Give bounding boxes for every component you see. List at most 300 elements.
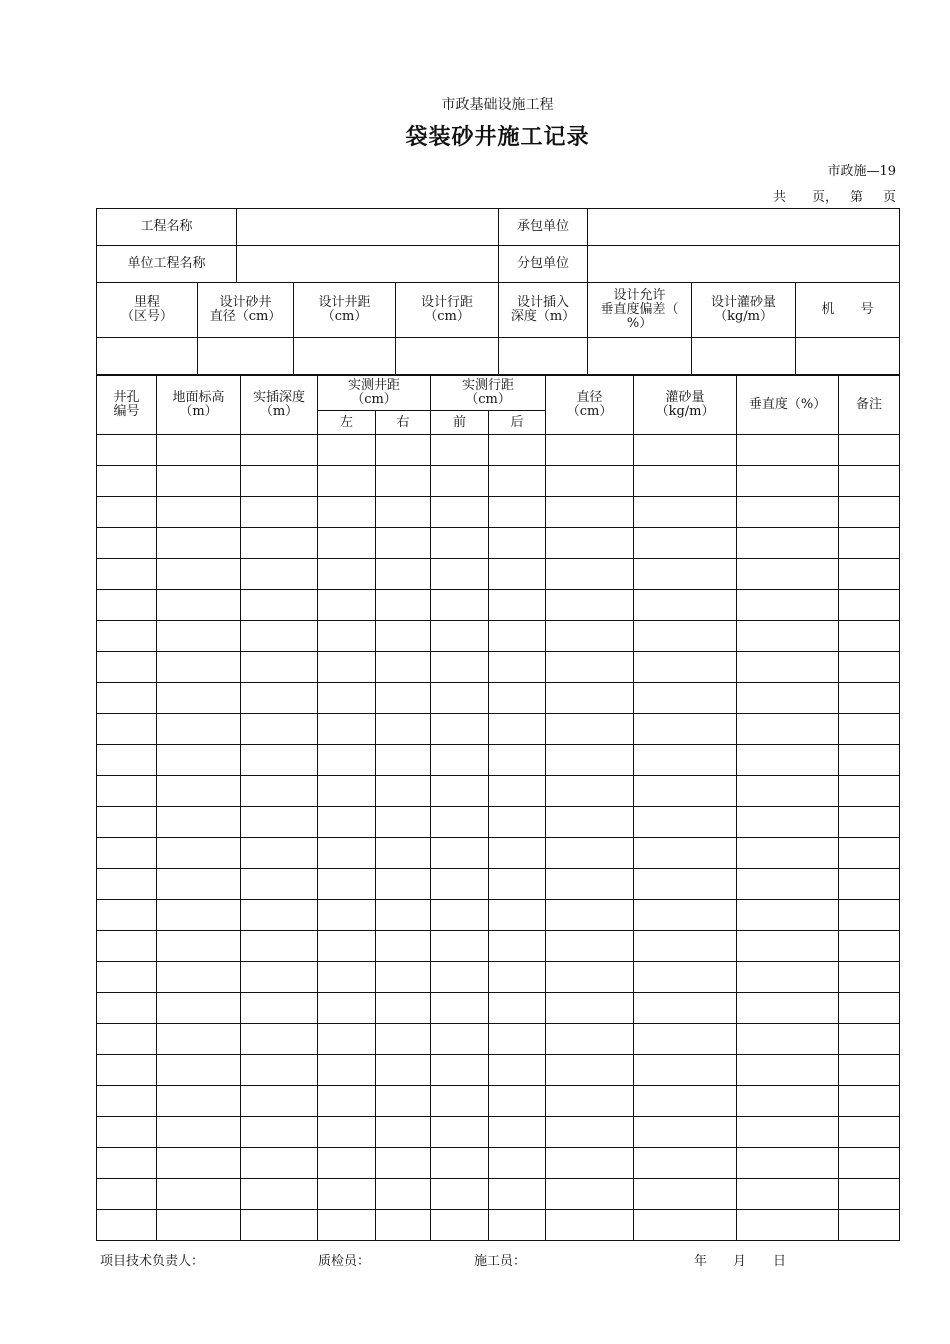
table-cell[interactable] <box>737 1086 839 1117</box>
table-cell[interactable] <box>376 466 431 497</box>
table-cell[interactable] <box>431 559 489 590</box>
table-cell[interactable] <box>241 869 318 900</box>
design-mileage-field[interactable] <box>97 338 198 375</box>
table-cell[interactable] <box>546 900 634 931</box>
table-cell[interactable] <box>546 993 634 1024</box>
table-cell[interactable] <box>376 1210 431 1241</box>
table-cell[interactable] <box>376 931 431 962</box>
table-cell[interactable] <box>157 869 241 900</box>
table-cell[interactable] <box>376 590 431 621</box>
table-cell[interactable] <box>737 807 839 838</box>
table-cell[interactable] <box>737 559 839 590</box>
table-cell[interactable] <box>241 466 318 497</box>
table-cell[interactable] <box>489 931 546 962</box>
table-cell[interactable] <box>737 1117 839 1148</box>
table-cell[interactable] <box>97 1086 157 1117</box>
table-cell[interactable] <box>489 435 546 466</box>
table-cell[interactable] <box>431 466 489 497</box>
table-cell[interactable] <box>241 807 318 838</box>
table-cell[interactable] <box>97 931 157 962</box>
table-cell[interactable] <box>431 931 489 962</box>
table-cell[interactable] <box>318 869 376 900</box>
table-cell[interactable] <box>157 590 241 621</box>
table-cell[interactable] <box>376 962 431 993</box>
table-cell[interactable] <box>157 652 241 683</box>
table-cell[interactable] <box>318 621 376 652</box>
table-cell[interactable] <box>634 900 737 931</box>
table-cell[interactable] <box>634 621 737 652</box>
table-cell[interactable] <box>546 621 634 652</box>
table-cell[interactable] <box>737 776 839 807</box>
table-cell[interactable] <box>489 838 546 869</box>
table-cell[interactable] <box>737 962 839 993</box>
table-cell[interactable] <box>489 1148 546 1179</box>
table-cell[interactable] <box>318 838 376 869</box>
table-cell[interactable] <box>634 1117 737 1148</box>
table-cell[interactable] <box>376 652 431 683</box>
table-cell[interactable] <box>157 931 241 962</box>
table-cell[interactable] <box>546 559 634 590</box>
table-cell[interactable] <box>157 528 241 559</box>
table-cell[interactable] <box>318 714 376 745</box>
table-cell[interactable] <box>241 962 318 993</box>
table-cell[interactable] <box>737 652 839 683</box>
table-cell[interactable] <box>839 497 900 528</box>
table-cell[interactable] <box>489 559 546 590</box>
table-cell[interactable] <box>241 435 318 466</box>
table-cell[interactable] <box>431 590 489 621</box>
table-cell[interactable] <box>489 900 546 931</box>
table-cell[interactable] <box>241 1024 318 1055</box>
table-cell[interactable] <box>634 652 737 683</box>
table-cell[interactable] <box>318 1024 376 1055</box>
table-cell[interactable] <box>634 714 737 745</box>
table-cell[interactable] <box>839 683 900 714</box>
table-cell[interactable] <box>431 435 489 466</box>
table-cell[interactable] <box>839 993 900 1024</box>
table-cell[interactable] <box>737 590 839 621</box>
table-cell[interactable] <box>241 1117 318 1148</box>
table-cell[interactable] <box>737 1055 839 1086</box>
table-cell[interactable] <box>839 869 900 900</box>
table-cell[interactable] <box>634 435 737 466</box>
table-cell[interactable] <box>489 993 546 1024</box>
table-cell[interactable] <box>157 466 241 497</box>
table-cell[interactable] <box>634 528 737 559</box>
table-cell[interactable] <box>157 962 241 993</box>
table-cell[interactable] <box>376 1024 431 1055</box>
table-cell[interactable] <box>318 776 376 807</box>
table-cell[interactable] <box>431 714 489 745</box>
table-cell[interactable] <box>489 1055 546 1086</box>
table-cell[interactable] <box>431 652 489 683</box>
table-cell[interactable] <box>546 1024 634 1055</box>
table-cell[interactable] <box>97 993 157 1024</box>
table-cell[interactable] <box>241 559 318 590</box>
table-cell[interactable] <box>157 993 241 1024</box>
table-cell[interactable] <box>157 1086 241 1117</box>
table-cell[interactable] <box>241 683 318 714</box>
table-cell[interactable] <box>97 1179 157 1210</box>
table-cell[interactable] <box>839 1148 900 1179</box>
table-cell[interactable] <box>546 931 634 962</box>
table-cell[interactable] <box>489 683 546 714</box>
table-cell[interactable] <box>376 869 431 900</box>
table-cell[interactable] <box>546 683 634 714</box>
table-cell[interactable] <box>489 1086 546 1117</box>
table-cell[interactable] <box>737 1024 839 1055</box>
table-cell[interactable] <box>97 528 157 559</box>
table-cell[interactable] <box>157 683 241 714</box>
table-cell[interactable] <box>634 497 737 528</box>
table-cell[interactable] <box>97 900 157 931</box>
table-cell[interactable] <box>241 1179 318 1210</box>
subcontractor-field[interactable] <box>588 246 900 283</box>
table-cell[interactable] <box>376 559 431 590</box>
table-cell[interactable] <box>634 931 737 962</box>
table-cell[interactable] <box>97 714 157 745</box>
table-cell[interactable] <box>376 838 431 869</box>
table-cell[interactable] <box>97 869 157 900</box>
table-cell[interactable] <box>737 435 839 466</box>
table-cell[interactable] <box>546 807 634 838</box>
table-cell[interactable] <box>546 652 634 683</box>
table-cell[interactable] <box>737 497 839 528</box>
table-cell[interactable] <box>431 838 489 869</box>
table-cell[interactable] <box>839 559 900 590</box>
table-cell[interactable] <box>241 528 318 559</box>
table-cell[interactable] <box>489 1117 546 1148</box>
table-cell[interactable] <box>839 745 900 776</box>
table-cell[interactable] <box>157 559 241 590</box>
design-depth-field[interactable] <box>499 338 588 375</box>
table-cell[interactable] <box>431 869 489 900</box>
table-cell[interactable] <box>634 1179 737 1210</box>
table-cell[interactable] <box>157 621 241 652</box>
table-cell[interactable] <box>157 497 241 528</box>
table-cell[interactable] <box>241 1055 318 1086</box>
table-cell[interactable] <box>737 900 839 931</box>
table-cell[interactable] <box>546 838 634 869</box>
table-cell[interactable] <box>489 590 546 621</box>
table-cell[interactable] <box>318 962 376 993</box>
table-cell[interactable] <box>737 466 839 497</box>
table-cell[interactable] <box>634 1086 737 1117</box>
table-cell[interactable] <box>97 776 157 807</box>
table-cell[interactable] <box>376 621 431 652</box>
table-cell[interactable] <box>839 838 900 869</box>
table-cell[interactable] <box>546 869 634 900</box>
table-cell[interactable] <box>97 1148 157 1179</box>
table-cell[interactable] <box>431 776 489 807</box>
table-cell[interactable] <box>634 807 737 838</box>
table-cell[interactable] <box>376 1086 431 1117</box>
table-cell[interactable] <box>546 466 634 497</box>
table-cell[interactable] <box>376 435 431 466</box>
table-cell[interactable] <box>318 807 376 838</box>
table-cell[interactable] <box>241 993 318 1024</box>
table-cell[interactable] <box>318 1117 376 1148</box>
table-cell[interactable] <box>839 466 900 497</box>
machine-no-field[interactable] <box>796 338 900 375</box>
table-cell[interactable] <box>318 652 376 683</box>
table-cell[interactable] <box>376 1148 431 1179</box>
design-well-spacing-field[interactable] <box>294 338 396 375</box>
table-cell[interactable] <box>489 1210 546 1241</box>
table-cell[interactable] <box>376 683 431 714</box>
table-cell[interactable] <box>634 776 737 807</box>
table-cell[interactable] <box>97 807 157 838</box>
table-cell[interactable] <box>376 714 431 745</box>
table-cell[interactable] <box>431 962 489 993</box>
table-cell[interactable] <box>737 1210 839 1241</box>
table-cell[interactable] <box>318 683 376 714</box>
table-cell[interactable] <box>318 1086 376 1117</box>
table-cell[interactable] <box>431 993 489 1024</box>
table-cell[interactable] <box>431 1086 489 1117</box>
table-cell[interactable] <box>839 435 900 466</box>
table-cell[interactable] <box>737 714 839 745</box>
table-cell[interactable] <box>839 1117 900 1148</box>
table-cell[interactable] <box>634 962 737 993</box>
table-cell[interactable] <box>431 745 489 776</box>
table-cell[interactable] <box>97 683 157 714</box>
table-cell[interactable] <box>737 621 839 652</box>
table-cell[interactable] <box>634 1210 737 1241</box>
table-cell[interactable] <box>241 900 318 931</box>
table-cell[interactable] <box>97 745 157 776</box>
table-cell[interactable] <box>839 1024 900 1055</box>
table-cell[interactable] <box>318 559 376 590</box>
table-cell[interactable] <box>634 683 737 714</box>
table-cell[interactable] <box>489 466 546 497</box>
table-cell[interactable] <box>318 900 376 931</box>
table-cell[interactable] <box>546 1055 634 1086</box>
table-cell[interactable] <box>97 1210 157 1241</box>
table-cell[interactable] <box>376 1117 431 1148</box>
table-cell[interactable] <box>318 1055 376 1086</box>
table-cell[interactable] <box>546 1179 634 1210</box>
table-cell[interactable] <box>431 1179 489 1210</box>
table-cell[interactable] <box>318 1179 376 1210</box>
table-cell[interactable] <box>839 528 900 559</box>
table-cell[interactable] <box>546 714 634 745</box>
table-cell[interactable] <box>489 807 546 838</box>
table-cell[interactable] <box>376 745 431 776</box>
table-cell[interactable] <box>318 528 376 559</box>
table-cell[interactable] <box>546 1148 634 1179</box>
table-cell[interactable] <box>431 497 489 528</box>
table-cell[interactable] <box>431 683 489 714</box>
table-cell[interactable] <box>489 621 546 652</box>
table-cell[interactable] <box>97 1117 157 1148</box>
table-cell[interactable] <box>241 1210 318 1241</box>
table-cell[interactable] <box>737 1179 839 1210</box>
table-cell[interactable] <box>376 1179 431 1210</box>
table-cell[interactable] <box>376 528 431 559</box>
table-cell[interactable] <box>97 590 157 621</box>
table-cell[interactable] <box>634 993 737 1024</box>
table-cell[interactable] <box>431 807 489 838</box>
table-cell[interactable] <box>546 435 634 466</box>
table-cell[interactable] <box>157 838 241 869</box>
table-cell[interactable] <box>546 745 634 776</box>
table-cell[interactable] <box>157 1148 241 1179</box>
table-cell[interactable] <box>839 931 900 962</box>
table-cell[interactable] <box>737 993 839 1024</box>
table-cell[interactable] <box>318 993 376 1024</box>
table-cell[interactable] <box>634 745 737 776</box>
table-cell[interactable] <box>97 621 157 652</box>
table-cell[interactable] <box>489 528 546 559</box>
table-cell[interactable] <box>489 1179 546 1210</box>
table-cell[interactable] <box>634 466 737 497</box>
table-cell[interactable] <box>489 714 546 745</box>
year-label: 年 <box>694 1254 708 1269</box>
table-cell[interactable] <box>431 1055 489 1086</box>
table-cell[interactable] <box>839 1086 900 1117</box>
table-cell[interactable] <box>241 590 318 621</box>
table-cell[interactable] <box>97 1055 157 1086</box>
table-cell[interactable] <box>489 497 546 528</box>
table-cell[interactable] <box>241 621 318 652</box>
table-cell[interactable] <box>157 1055 241 1086</box>
table-cell[interactable] <box>241 497 318 528</box>
table-cell[interactable] <box>839 900 900 931</box>
table-cell[interactable] <box>318 745 376 776</box>
table-cell[interactable] <box>839 1210 900 1241</box>
design-diameter-field[interactable] <box>198 338 294 375</box>
table-cell[interactable] <box>157 745 241 776</box>
table-cell[interactable] <box>157 900 241 931</box>
table-cell[interactable] <box>489 745 546 776</box>
table-cell[interactable] <box>157 1024 241 1055</box>
table-cell[interactable] <box>376 776 431 807</box>
table-cell[interactable] <box>241 776 318 807</box>
table-cell[interactable] <box>376 1055 431 1086</box>
table-cell[interactable] <box>157 714 241 745</box>
table-cell[interactable] <box>839 621 900 652</box>
table-cell[interactable] <box>157 807 241 838</box>
table-cell[interactable] <box>634 869 737 900</box>
table-cell[interactable] <box>97 838 157 869</box>
table-cell[interactable] <box>157 1210 241 1241</box>
table-cell[interactable] <box>431 1024 489 1055</box>
table-cell[interactable] <box>737 683 839 714</box>
table-cell[interactable] <box>634 559 737 590</box>
table-cell[interactable] <box>431 528 489 559</box>
table-cell[interactable] <box>839 776 900 807</box>
table-cell[interactable] <box>157 1179 241 1210</box>
table-cell[interactable] <box>489 962 546 993</box>
table-cell[interactable] <box>546 962 634 993</box>
table-cell[interactable] <box>634 1024 737 1055</box>
table-cell[interactable] <box>431 900 489 931</box>
table-cell[interactable] <box>737 745 839 776</box>
table-cell[interactable] <box>318 1148 376 1179</box>
table-cell[interactable] <box>157 435 241 466</box>
table-cell[interactable] <box>97 466 157 497</box>
table-cell[interactable] <box>839 714 900 745</box>
table-cell[interactable] <box>839 590 900 621</box>
table-cell[interactable] <box>241 714 318 745</box>
table-cell[interactable] <box>318 931 376 962</box>
table-cell[interactable] <box>546 776 634 807</box>
table-cell[interactable] <box>634 838 737 869</box>
table-cell[interactable] <box>97 962 157 993</box>
table-cell[interactable] <box>546 1117 634 1148</box>
table-cell[interactable] <box>97 1024 157 1055</box>
table-cell[interactable] <box>241 1086 318 1117</box>
design-verticality-field[interactable] <box>588 338 692 375</box>
table-cell[interactable] <box>634 590 737 621</box>
table-cell[interactable] <box>241 838 318 869</box>
table-cell[interactable] <box>737 838 839 869</box>
contractor-field[interactable] <box>588 209 900 246</box>
unit-project-field[interactable] <box>237 246 499 283</box>
table-cell[interactable] <box>318 1210 376 1241</box>
table-cell[interactable] <box>241 652 318 683</box>
table-cell[interactable] <box>737 931 839 962</box>
table-cell[interactable] <box>318 497 376 528</box>
table-cell[interactable] <box>546 590 634 621</box>
table-cell[interactable] <box>97 497 157 528</box>
table-cell[interactable] <box>376 497 431 528</box>
table-cell[interactable] <box>839 652 900 683</box>
table-cell[interactable] <box>546 1086 634 1117</box>
table-cell[interactable] <box>489 869 546 900</box>
table-cell[interactable] <box>157 1117 241 1148</box>
table-cell[interactable] <box>489 652 546 683</box>
table-cell[interactable] <box>839 807 900 838</box>
table-cell[interactable] <box>376 900 431 931</box>
project-name-field[interactable] <box>237 209 499 246</box>
table-cell[interactable] <box>839 962 900 993</box>
table-cell[interactable] <box>839 1179 900 1210</box>
table-cell[interactable] <box>634 1148 737 1179</box>
design-sand-fill-field[interactable] <box>692 338 796 375</box>
header-line: 地面标高 <box>172 390 225 405</box>
table-cell[interactable] <box>241 745 318 776</box>
table-cell[interactable] <box>839 1055 900 1086</box>
table-cell[interactable] <box>97 435 157 466</box>
table-cell[interactable] <box>634 1055 737 1086</box>
table-cell[interactable] <box>431 1210 489 1241</box>
table-cell[interactable] <box>546 528 634 559</box>
table-cell[interactable] <box>431 1117 489 1148</box>
table-cell[interactable] <box>157 776 241 807</box>
table-cell[interactable] <box>318 435 376 466</box>
table-cell[interactable] <box>489 1024 546 1055</box>
table-cell[interactable] <box>376 807 431 838</box>
table-cell[interactable] <box>737 869 839 900</box>
design-row-spacing-field[interactable] <box>396 338 499 375</box>
table-cell[interactable] <box>431 621 489 652</box>
table-cell[interactable] <box>376 993 431 1024</box>
table-cell[interactable] <box>97 652 157 683</box>
table-cell[interactable] <box>546 1210 634 1241</box>
table-cell[interactable] <box>318 466 376 497</box>
table-cell[interactable] <box>431 1148 489 1179</box>
table-cell[interactable] <box>318 590 376 621</box>
table-cell[interactable] <box>489 776 546 807</box>
table-cell[interactable] <box>241 931 318 962</box>
table-cell[interactable] <box>97 559 157 590</box>
table-cell[interactable] <box>737 528 839 559</box>
table-cell[interactable] <box>241 1148 318 1179</box>
table-cell[interactable] <box>546 497 634 528</box>
table-cell[interactable] <box>737 1148 839 1179</box>
